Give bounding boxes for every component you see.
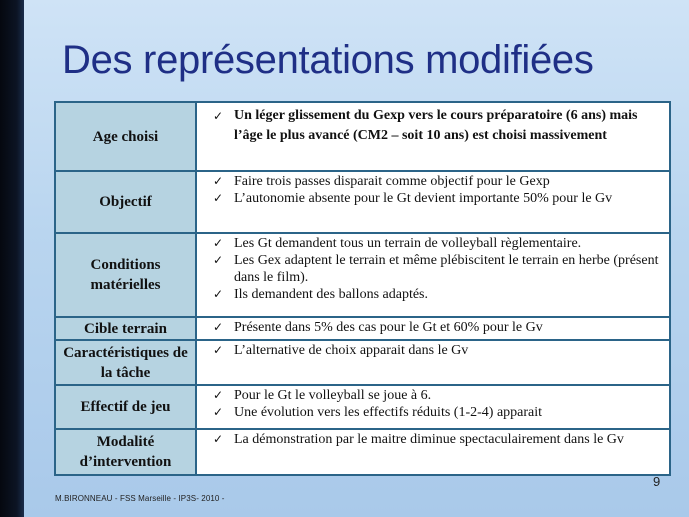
item-text: L’autonomie absente pour le Gt devient importante 50% pour le Gv [234,191,613,206]
list-item [211,342,663,359]
row-header: Age choisi [55,102,196,171]
check-icon: ✓ [213,320,224,334]
check-icon: ✓ [213,253,224,267]
list-item [211,252,663,286]
check-icon: ✓ [213,109,224,123]
row-header: Effectif de jeu [55,385,196,429]
item-text: Une évolution vers les effectifs réduits (1-2-4) apparait [234,405,543,420]
item-text: Faire trois passes disparait comme objectif pour le Gexp [234,174,550,189]
check-icon: ✓ [213,287,224,301]
row-content [196,385,670,429]
table-row [55,429,670,475]
item-text: Présente dans 5% des cas pour le Gt et 60% pour le Gv [234,320,543,335]
row-content [196,102,670,171]
slide-footer: M.BIRONNEAU - FSS Marseille - IP3S- 2010 - [55,494,225,503]
check-icon: ✓ [213,343,224,357]
row-content [196,340,670,385]
list-item [211,404,663,421]
item-text: Les Gt demandent tous un terrain de volleyball règlementaire. [234,236,582,251]
list-item [211,431,663,448]
check-icon: ✓ [213,191,224,205]
table-row [55,171,670,233]
row-header: Cible terrain [55,317,196,340]
table-row [55,102,670,171]
check-icon: ✓ [213,432,224,446]
list-item [211,190,663,207]
item-text: Les Gex adaptent le terrain et même plébiscitent le terrain en herbe (présent dans le film). [234,253,659,285]
table-row [55,233,670,317]
list-item [211,235,663,252]
check-icon: ✓ [213,236,224,250]
list-item [211,286,663,303]
row-header: Objectif [55,171,196,233]
summary-table [54,101,671,476]
row-content [196,171,670,233]
list-item [211,387,663,404]
item-text: Un léger glissement du Gexp vers le cours préparatoire (6 ans) mais l’âge le plus avancé (CM2 – soit 10 ans) est choisi massivement [234,108,638,143]
page-number: 9 [653,474,661,489]
check-icon: ✓ [213,174,224,188]
list-item [211,106,663,146]
check-icon: ✓ [213,388,224,402]
item-text: L’alternative de choix apparait dans le Gv [234,343,469,358]
row-header: Caractéristiques de la tâche [55,340,196,385]
slide-title: Des représentations modifiées [62,38,594,82]
row-content [196,233,670,317]
list-item [211,173,663,190]
row-content [196,317,670,340]
item-text: Ils demandent des ballons adaptés. [234,287,429,302]
table-row [55,340,670,385]
table-row [55,385,670,429]
row-header: Conditions matérielles [55,233,196,317]
row-content [196,429,670,475]
item-text: Pour le Gt le volleyball se joue à 6. [234,388,432,403]
row-header: Modalité d’intervention [55,429,196,475]
list-item [211,319,663,336]
item-text: La démonstration par le maitre diminue spectaculairement dans le Gv [234,432,624,447]
check-icon: ✓ [213,405,224,419]
table-row [55,317,670,340]
slide-left-border [0,0,24,517]
